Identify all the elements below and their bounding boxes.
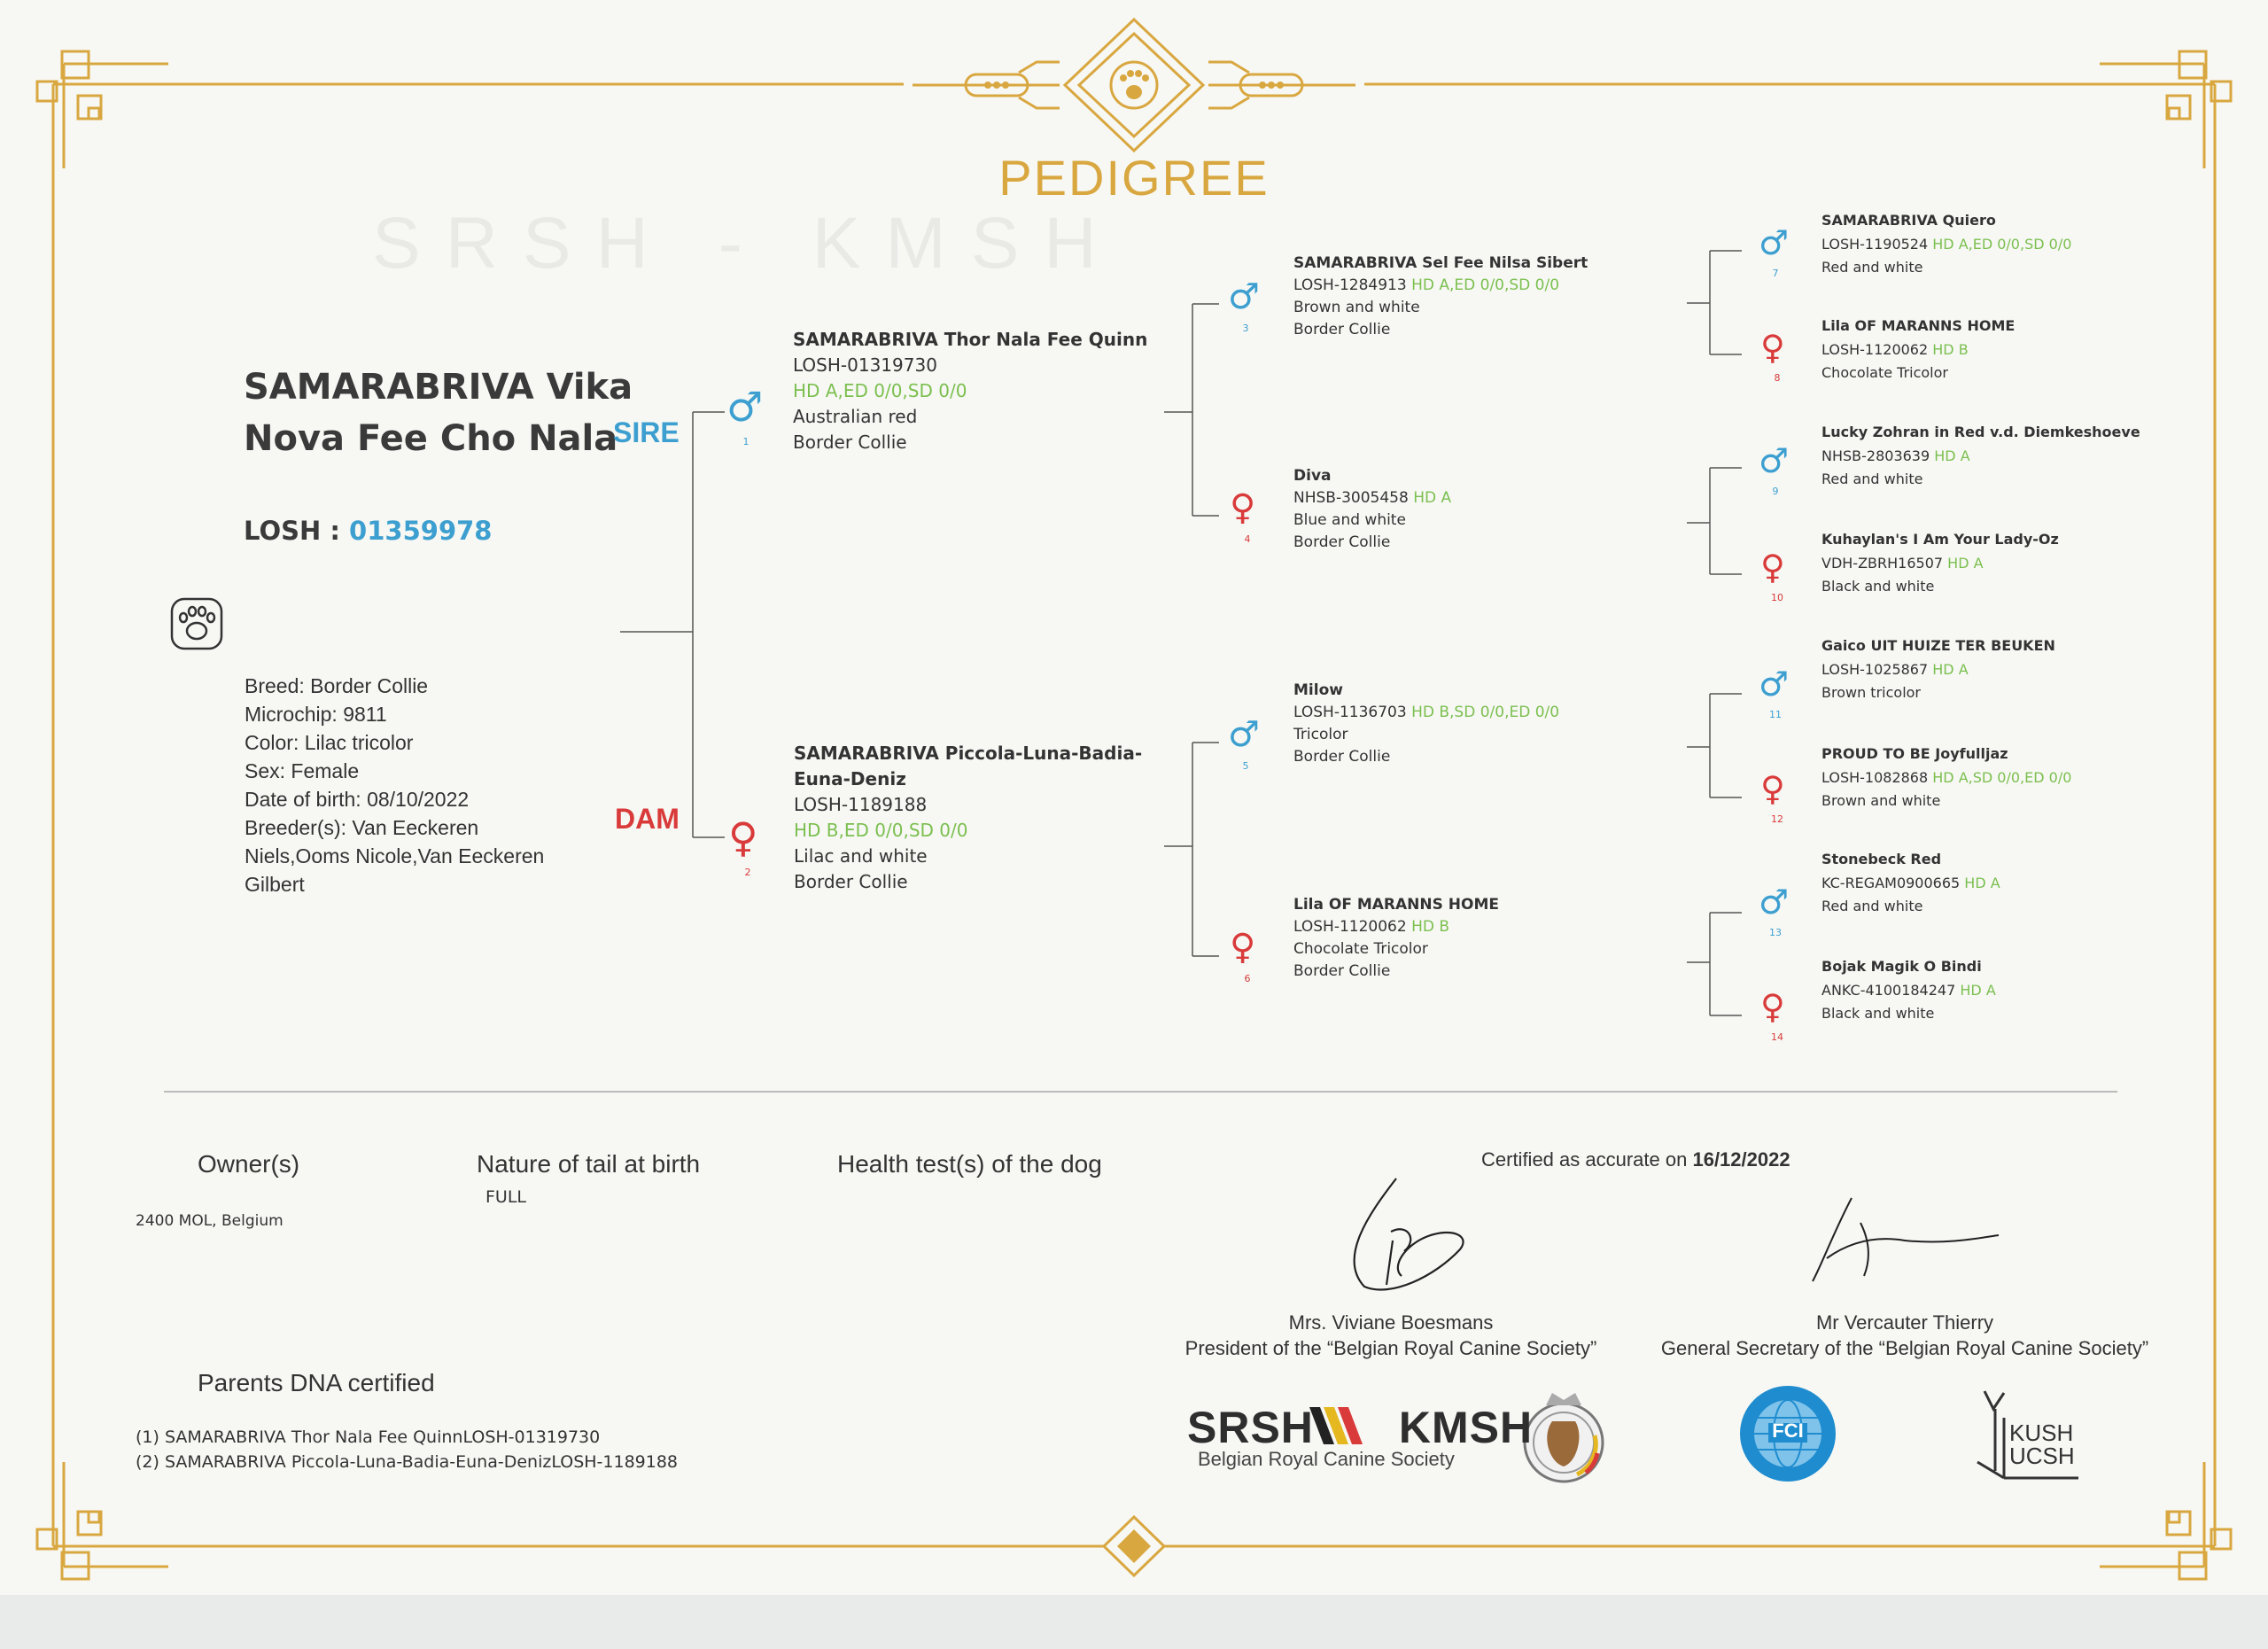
female-icon: ♀ 2 (728, 813, 758, 878)
male-icon: ♂ 5 (1228, 714, 1260, 772)
tail-label: Nature of tail at birth (477, 1150, 701, 1178)
ancestor-13: Stonebeck Red KC-REGAM0900665 HD A Red and white (1821, 851, 2000, 914)
dna-list: (1) SAMARABRIVA Thor Nala Fee QuinnLOSH-01319730 (2) SAMARABRIVA Piccola-Luna-Badia-Euna-DenizLOSH-1189188 (136, 1427, 679, 1472)
male-icon: ♂ 11 (1759, 665, 1790, 720)
male-icon: ♂ 13 (1759, 883, 1790, 938)
dog-name: SAMARABRIVA Vika Nova Fee Cho Nala (244, 367, 633, 459)
color-line: Color: Lilac tricolor (245, 731, 414, 754)
signature-right (1813, 1198, 1999, 1281)
ancestor-14: Bojak Magik O Bindi ANKC-4100184247 HD A Black and white (1821, 958, 1996, 1022)
signature-left (1355, 1178, 1464, 1290)
breeders-line: Breeder(s): Van Eeckeren Niels,Ooms Nicole,Van Eeckeren Gilbert (245, 816, 545, 896)
male-icon: ♂ 3 (1228, 276, 1260, 334)
ancestor-11: Gaico UIT HUIZE TER BEUKEN LOSH-1025867 HD A Brown tricolor (1821, 637, 2055, 701)
sex-line: Sex: Female (245, 759, 360, 782)
ancestor-10: Kuhaylan's I Am Your Lady-Oz VDH-ZBRH16507 HD A Black and white (1821, 531, 2059, 595)
dna-label: Parents DNA certified (198, 1369, 435, 1396)
srsh-seal (1525, 1393, 1603, 1482)
sire-label: SIRE (613, 416, 680, 448)
female-icon: ♀ 8 (1760, 328, 1785, 384)
health-tests-label: Health test(s) of the dog (837, 1150, 1102, 1178)
losh-number: 01359978 (349, 516, 493, 546)
kush-text: KUSH UCSH (2009, 1420, 2075, 1469)
dog-info (245, 672, 581, 898)
signer-1: Mrs. Viviane Boesmans President of the “Belgian Royal Canine Society” (1184, 1311, 1597, 1359)
certified-line: Certified as accurate on 16/12/2022 (1481, 1148, 1790, 1171)
ancestor-6: Lila OF MARANNS HOME LOSH-1120062 HD B Chocolate Tricolor Border Collie (1293, 896, 1500, 980)
ancestor-1: SAMARABRIVA Thor Nala Fee Quinn LOSH-01319730 HD A,ED 0/0,SD 0/0 Australian red Border Collie (793, 329, 1148, 453)
breed-line: Breed: Border Collie (245, 674, 429, 697)
ancestor-2: SAMARABRIVA Piccola-Luna-Badia-Euna-Deniz LOSH-1189188 HD B,ED 0/0,SD 0/0 Lilac and white Border Collie (794, 743, 1143, 892)
certified-date: 16/12/2022 (1692, 1148, 1790, 1171)
ancestor-3: SAMARABRIVA Sel Fee Nilsa Sibert LOSH-1284913 HD A,ED 0/0,SD 0/0 Brown and white Border Collie (1293, 254, 1588, 338)
srsh-subtitle: Belgian Royal Canine Society (1198, 1448, 1455, 1470)
microchip-line: Microchip: 9811 (245, 703, 387, 726)
male-icon: ♂ 1 (726, 383, 764, 447)
male-icon: ♂ 9 (1759, 441, 1790, 497)
ancestor-9: Lucky Zohran in Red v.d. Diemkeshoeve NHSB-2803639 HD A Red and white (1821, 424, 2140, 487)
ancestor-4: Diva NHSB-3005458 HD A Blue and white Border Collie (1293, 467, 1452, 551)
female-icon: ♀ 6 (1230, 927, 1256, 984)
ancestor-7: SAMARABRIVA Quiero LOSH-1190524 HD A,ED 0/0,SD 0/0 Red and white (1821, 212, 2072, 276)
losh-label: LOSH : (244, 516, 350, 546)
owner-address: 2400 MOL, Belgium (136, 1212, 284, 1230)
male-icon: ♂ 7 (1759, 223, 1790, 279)
dam-label: DAM (615, 803, 680, 835)
female-icon: ♀ 14 (1760, 987, 1785, 1043)
ancestor-8: Lila OF MARANNS HOME LOSH-1120062 HD B Chocolate Tricolor (1821, 317, 2016, 381)
watermark-text: SRSH - KMSH (372, 203, 1122, 284)
owners-label: Owner(s) (198, 1150, 300, 1178)
dog-losh (244, 516, 492, 546)
page-title: PEDIGREE (998, 150, 1270, 206)
fci-label: FCI (1772, 1420, 1804, 1442)
tail-value: FULL (485, 1187, 527, 1207)
female-icon: ♀ 12 (1760, 769, 1785, 825)
ancestor-12: PROUD TO BE Joyfulljaz LOSH-1082868 HD A,SD 0/0,ED 0/0 Brown and white (1821, 745, 2072, 809)
srsh-logo: SRSH KMSH (1187, 1403, 1534, 1452)
female-icon: ♀ 10 (1760, 548, 1785, 603)
paw-icon (172, 599, 221, 649)
signer-2: Mr Vercauter Thierry General Secretary of the “Belgian Royal Canine Society” (1660, 1311, 2149, 1359)
ancestor-5: Milow LOSH-1136703 HD B,SD 0/0,ED 0/0 Tricolor Border Collie (1293, 681, 1560, 766)
dob-line: Date of birth: 08/10/2022 (245, 788, 470, 811)
scan-background (0, 1595, 2268, 1649)
female-icon: ♀ 4 (1230, 487, 1256, 545)
